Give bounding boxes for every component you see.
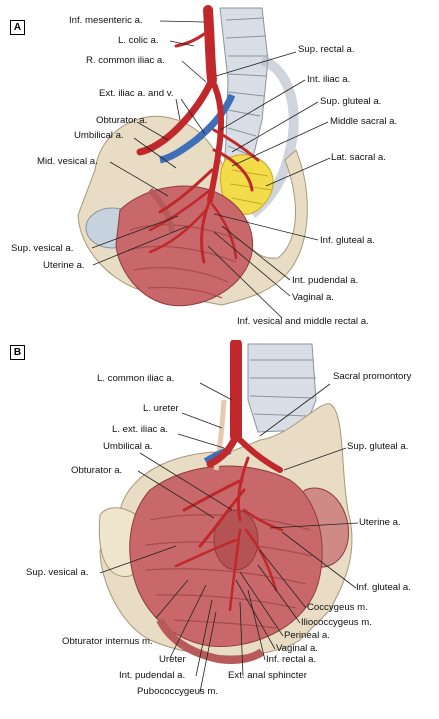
label-inf-mesenteric: Inf. mesenteric a.	[69, 15, 143, 26]
label-l-common-iliac: L. common iliac a.	[97, 373, 175, 384]
panel-a	[0, 0, 439, 340]
label-sup-gluteal: Sup. gluteal a.	[320, 96, 382, 107]
label-obturator: Obturator a.	[96, 115, 148, 126]
panel-b-illustration	[0, 340, 439, 719]
label-vaginal: Vaginal a.	[292, 292, 334, 303]
label-inf-vesical-middle-rectal: Inf. vesical and middle rectal a.	[237, 316, 369, 327]
label-ureter-b: Ureter	[159, 654, 186, 665]
label-inf-rectal: Inf. rectal a.	[266, 654, 317, 665]
label-r-common-iliac: R. common iliac a.	[86, 55, 165, 66]
label-l-ext-iliac: L. ext. iliac a.	[112, 424, 168, 435]
label-l-colic: L. colic a.	[118, 35, 159, 46]
label-sacral-promontory: Sacral promontory	[333, 371, 412, 382]
label-sup-rectal: Sup. rectal a.	[298, 44, 355, 55]
label-obturator-b: Obturator a.	[71, 465, 123, 476]
panel-a-letter: A	[10, 20, 25, 35]
label-vaginal-b: Vaginal a.	[276, 643, 318, 654]
label-int-pudendal-b: Int. pudendal a.	[119, 670, 186, 681]
label-lat-sacral: Lat. sacral a.	[331, 152, 386, 163]
label-middle-sacral: Middle sacral a.	[330, 116, 398, 127]
label-iliococcygeus: Iliococcygeus m.	[301, 617, 372, 628]
label-obturator-internus: Obturator internus m.	[62, 636, 153, 647]
label-int-iliac: Int. iliac a.	[307, 74, 351, 85]
label-sup-vesical: Sup. vesical a.	[11, 243, 74, 254]
label-uterine: Uterine a.	[43, 260, 85, 271]
label-umbilical: Umbilical a.	[74, 130, 124, 141]
label-sup-gluteal-b: Sup. gluteal a.	[347, 441, 409, 452]
label-perineal: Perineal a.	[284, 630, 330, 641]
panel-b-letter: B	[10, 345, 25, 360]
label-uterine-b: Uterine a.	[359, 517, 401, 528]
label-int-pudendal: Int. pudendal a.	[292, 275, 359, 286]
label-mid-vesical: Mid. vesical a.	[37, 156, 98, 167]
label-inf-gluteal-b: Inf. gluteal a.	[356, 582, 411, 593]
label-ext-anal-sphincter: Ext. anal sphincter	[228, 670, 307, 681]
label-l-ureter: L. ureter	[143, 403, 179, 414]
label-inf-gluteal: Inf. gluteal a.	[320, 235, 375, 246]
panel-a-illustration	[0, 0, 439, 340]
panel-b	[0, 340, 439, 719]
label-ext-iliac-av: Ext. iliac a. and v.	[99, 88, 174, 99]
label-coccygeus: Coccygeus m.	[307, 602, 368, 613]
label-pubococcygeus: Pubococcygeus m.	[137, 686, 219, 697]
label-sup-vesical-b: Sup. vesical a.	[26, 567, 89, 578]
label-umbilical-b: Umbilical a.	[103, 441, 153, 452]
